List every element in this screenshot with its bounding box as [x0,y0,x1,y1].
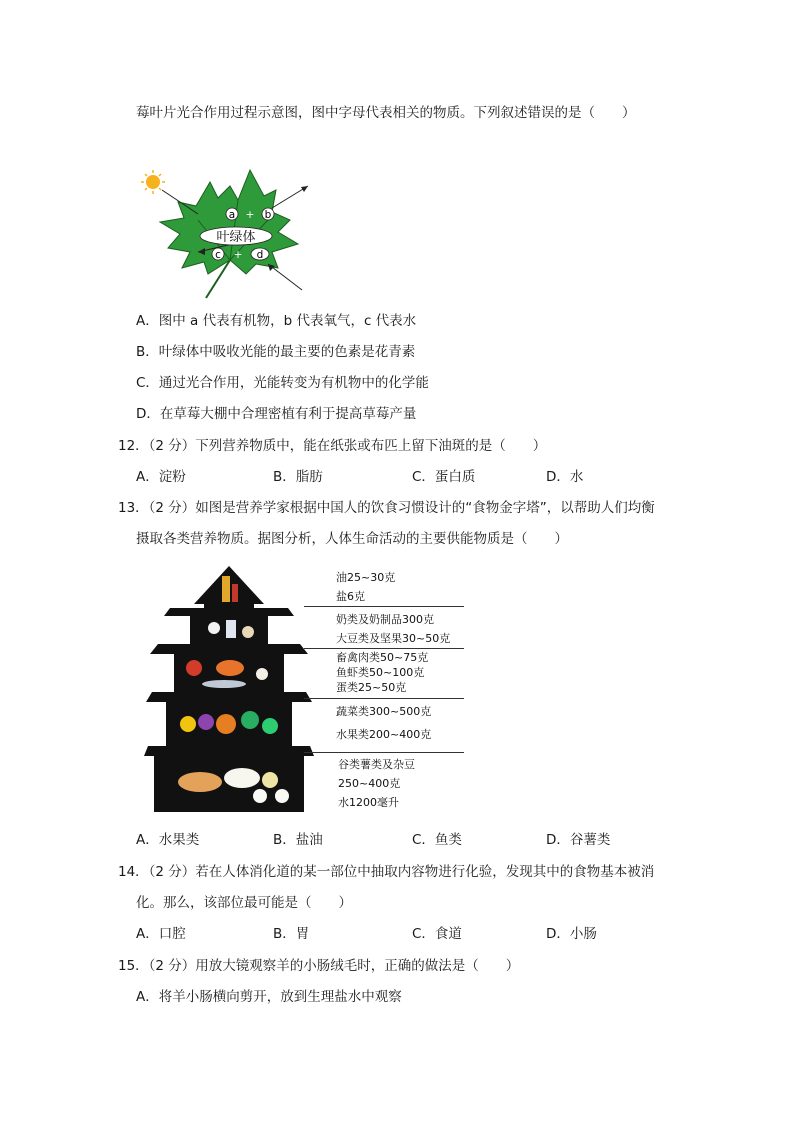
pyramid-divider-1 [304,606,464,607]
pyramid-tier3-line1: 畜禽肉类50~75克 [336,651,429,664]
q13-option-b[interactable]: B．盐油 [273,832,323,848]
pyramid-tier5-line2: 250~400克 [338,777,401,790]
label-plus-2: + [233,249,243,261]
pyramid-tier1-line2: 盐6克 [336,590,365,603]
label-a: a [228,209,236,221]
label-chloroplast: 叶绿体 [216,230,256,245]
q11-option-d[interactable]: D．在草莓大棚中合理密植有利于提高草莓产量 [136,406,417,422]
pyramid-tier4-line1: 蔬菜类300~500克 [336,705,432,718]
pyramid-tier3-line3: 蛋类25~50克 [336,681,407,694]
label-c: c [215,249,221,261]
q11-option-a[interactable]: A．图中 a 代表有机物，b 代表氧气，c 代表水 [136,313,417,329]
q11-option-c[interactable]: C．通过光合作用，光能转变为有机物中的化学能 [136,375,429,391]
q13-stem-line-1: 13．（2 分）如图是营养学家根据中国人的饮食习惯设计的“食物金字塔”，以帮助人们均衡 [118,500,655,516]
q14-option-b[interactable]: B．胃 [273,926,310,942]
q14-option-a[interactable]: A．口腔 [136,926,186,942]
q11-stem-tail: 莓叶片光合作用过程示意图，图中字母代表相关的物质。下列叙述错误的是（ ） [136,105,636,121]
q15-option-a[interactable]: A．将羊小肠横向剪开，放到生理盐水中观察 [136,989,402,1005]
q12-option-b[interactable]: B．脂肪 [273,469,323,485]
q15-stem: 15．（2 分）用放大镜观察羊的小肠绒毛时，正确的做法是（ ） [118,958,520,974]
pyramid-divider-4 [304,752,464,753]
q12-option-d[interactable]: D．水 [546,469,584,485]
q14-option-d[interactable]: D．小肠 [546,926,597,942]
q14-stem-line-2: 化。那么，该部位最可能是（ ） [136,895,352,911]
pyramid-tier3-line2: 鱼虾类50~100克 [336,666,425,679]
sun-icon [141,170,165,194]
q11-option-b[interactable]: B．叶绿体中吸收光能的最主要的色素是花青素 [136,344,416,360]
q12-option-c[interactable]: C．蛋白质 [412,469,476,485]
photosynthesis-leaf-diagram [138,160,338,305]
q13-option-c[interactable]: C．鱼类 [412,832,462,848]
pyramid-tier4-line2: 水果类200~400克 [336,728,432,741]
pyramid-tier5-line3: 水1200毫升 [338,796,399,809]
arrow-head-oxygen-icon [301,186,308,192]
pyramid-tier2-line1: 奶类及奶制品300克 [336,613,434,626]
q13-option-a[interactable]: A．水果类 [136,832,200,848]
q14-stem-line-1: 14．（2 分）若在人体消化道的某一部位中抽取内容物进行化验，发现其中的食物基本被消 [118,864,655,880]
label-d: d [256,249,264,261]
q13-option-d[interactable]: D．谷薯类 [546,832,611,848]
q12-stem: 12．（2 分）下列营养物质中，能在纸张或布匹上留下油斑的是（ ） [118,438,547,454]
q12-option-a[interactable]: A．淀粉 [136,469,186,485]
q14-option-c[interactable]: C．食道 [412,926,462,942]
label-b: b [264,209,272,221]
pyramid-tier5-line1: 谷类薯类及杂豆 [338,758,415,771]
label-plus-1: + [245,209,255,221]
pyramid-tier1-line1: 油25~30克 [336,571,396,584]
pyramid-tier2-line2: 大豆类及坚果30~50克 [336,632,451,645]
food-pyramid-diagram [144,564,314,814]
q13-stem-line-2: 摄取各类营养物质。据图分析，人体生命活动的主要供能物质是（ ） [136,531,568,547]
pyramid-divider-3 [304,698,464,699]
pyramid-divider-2 [304,648,464,649]
